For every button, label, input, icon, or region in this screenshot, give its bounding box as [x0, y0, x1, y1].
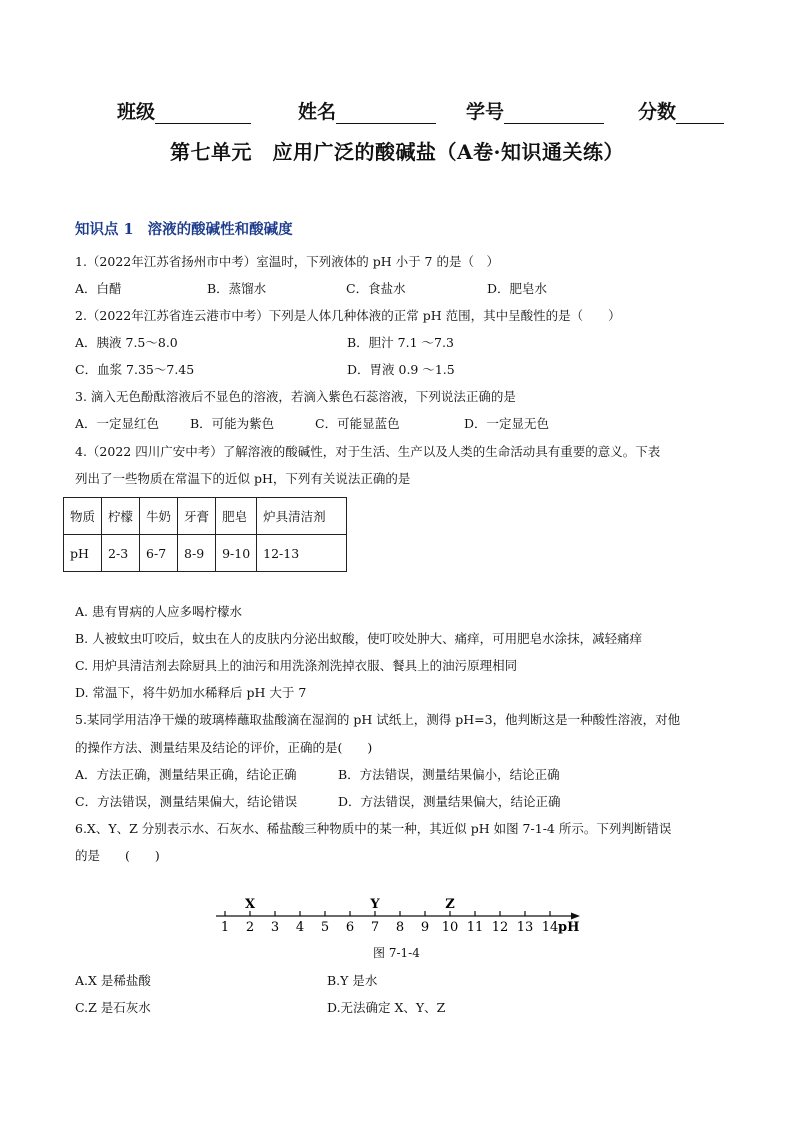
q4-option-b[interactable]: B. 人被蚊虫叮咬后，蚊虫在人的皮肤内分泌出蚁酸，使叮咬处肿大、痛痒，可用肥皂水涂抹，减轻痛痒: [75, 631, 643, 646]
axis-tick-label: 11: [466, 920, 484, 935]
q6-option-a[interactable]: A.X 是稀盐酸: [75, 973, 151, 988]
axis-tick-label: 4: [295, 920, 305, 935]
q2-option-c[interactable]: C．血浆 7.35～7.45: [75, 362, 195, 377]
table-header-row: [64, 498, 347, 535]
q5-stem-line1: 5.某同学用洁净干燥的玻璃棒蘸取盐酸滴在湿润的 pH 试纸上，测得 pH=3，他判断这是一种酸性溶液，对他: [75, 712, 681, 727]
table-header-cell: 肥皂: [216, 498, 257, 535]
q6-option-b[interactable]: B.Y 是水: [327, 973, 378, 988]
table-cell: pH: [64, 535, 102, 572]
q5-option-b[interactable]: B．方法错误，测量结果偏小，结论正确: [338, 767, 560, 782]
q4-stem-line2: 列出了一些物质在常温下的近似 pH，下列有关说法正确的是: [75, 471, 411, 486]
q1-option-d[interactable]: D．肥皂水: [487, 281, 548, 296]
axis-tick-label: 3: [270, 920, 280, 935]
q3-option-d[interactable]: D．一定显无色: [464, 416, 550, 431]
section-number: 知识点 1: [75, 221, 134, 238]
axis-tick-label: 7: [370, 920, 380, 935]
table-header-cell: 牙膏: [178, 498, 216, 535]
axis-tick-label: 1: [220, 920, 230, 935]
figure-caption: 图 7-1-4: [373, 946, 420, 960]
class-blank[interactable]: [155, 103, 251, 124]
axis-tick-label: 12: [491, 920, 509, 935]
q3-stem: 3. 滴入无色酚酞溶液后不显色的溶液，若滴入紫色石蕊溶液，下列说法正确的是: [75, 389, 516, 404]
id-field[interactable]: [466, 97, 604, 124]
ph-table: [63, 497, 347, 572]
ph-number-line: [212, 895, 592, 945]
class-label: 班级: [117, 101, 156, 123]
q5-stem-line2: 的操作方法、测量结果及结论的评价，正确的是( ): [75, 740, 373, 755]
table-cell: 12-13: [257, 535, 347, 572]
q6-option-d[interactable]: D.无法确定 X、Y、Z: [327, 1000, 446, 1015]
score-field[interactable]: [638, 97, 724, 124]
class-field[interactable]: [117, 97, 251, 124]
q4-option-d[interactable]: D. 常温下，将牛奶加水稀释后 pH 大于 7: [75, 685, 307, 700]
axis-tick-label: 13: [516, 920, 534, 935]
table-cell: 6-7: [140, 535, 178, 572]
id-blank[interactable]: [504, 103, 604, 124]
score-blank[interactable]: [676, 103, 724, 124]
marker-y: Y: [370, 897, 380, 912]
name-field[interactable]: [298, 97, 436, 124]
q4-stem-line1: 4.（2022 四川广安中考）了解溶液的酸碱性，对于生活、生产以及人类的生命活动具有重要的意义。下表: [75, 444, 661, 459]
section-name: 溶液的酸碱性和酸碱度: [147, 221, 293, 238]
q6-stem-line2: 的是 ( ): [75, 848, 160, 863]
name-blank[interactable]: [336, 103, 436, 124]
table-row: [64, 535, 347, 572]
q3-option-a[interactable]: A．一定显红色: [75, 416, 160, 431]
axis-tick-label: 5: [320, 920, 330, 935]
axis-tick-label: 9: [420, 920, 430, 935]
q4-option-c[interactable]: C. 用炉具清洁剂去除厨具上的油污和用洗涤剂洗掉衣服、餐具上的油污原理相同: [75, 658, 518, 673]
axis-tick-label: 8: [395, 920, 405, 935]
table-header-cell: 柠檬: [102, 498, 140, 535]
q1-option-c[interactable]: C．食盐水: [346, 281, 406, 296]
table-cell: 8-9: [178, 535, 216, 572]
axis-arrow: [571, 913, 580, 920]
axis-tick-label: 10: [441, 920, 459, 935]
q2-stem: 2.（2022年江苏省连云港市中考）下列是人体几种体液的正常 pH 范围，其中呈酸性的是（ ）: [75, 308, 621, 323]
table-cell: 9-10: [216, 535, 257, 572]
table-header-cell: 牛奶: [140, 498, 178, 535]
q3-option-b[interactable]: B．可能为紫色: [190, 416, 275, 431]
marker-x: X: [244, 897, 256, 912]
q5-option-c[interactable]: C．方法错误，测量结果偏大，结论错误: [75, 794, 298, 809]
q5-option-d[interactable]: D．方法错误，测量结果偏大，结论正确: [338, 794, 561, 809]
score-label: 分数: [638, 101, 677, 123]
table-header-cell: 炉具清洁剂: [257, 498, 347, 535]
q1-option-b[interactable]: B．蒸馏水: [207, 281, 267, 296]
q1-stem: 1.（2022年江苏省扬州市中考）室温时，下列液体的 pH 小于 7 的是（ ）: [75, 254, 499, 269]
name-label: 姓名: [298, 101, 337, 123]
q1-option-a[interactable]: A．白醋: [75, 281, 122, 296]
table-cell: 2-3: [102, 535, 140, 572]
q2-option-d[interactable]: D．胃液 0.9 ～1.5: [347, 362, 455, 377]
section-heading: [75, 218, 293, 239]
axis-unit-label: pH: [558, 920, 580, 935]
marker-z: Z: [445, 897, 455, 912]
student-info-header: [117, 97, 727, 123]
q6-option-c[interactable]: C.Z 是石灰水: [75, 1000, 151, 1015]
q2-option-a[interactable]: A．胰液 7.5～8.0: [75, 335, 178, 350]
page-title: 第七单元 应用广泛的酸碱盐（A卷·知识通关练）: [170, 140, 624, 164]
axis-tick-label: 2: [245, 920, 255, 935]
axis-tick-label: 14: [541, 920, 559, 935]
q5-option-a[interactable]: A．方法正确，测量结果正确，结论正确: [75, 767, 297, 782]
id-label: 学号: [466, 101, 505, 123]
q6-stem-line1: 6.X、Y、Z 分别表示水、石灰水、稀盐酸三种物质中的某一种，其近似 pH 如图 7-1-4 所示。下列判断错误: [75, 821, 672, 836]
q4-option-a[interactable]: A. 患有胃病的人应多喝柠檬水: [75, 604, 242, 619]
axis-tick-label: 6: [345, 920, 355, 935]
q2-option-b[interactable]: B．胆汁 7.1 ～7.3: [347, 335, 454, 350]
table-header-cell: 物质: [64, 498, 102, 535]
q3-option-c[interactable]: C．可能显蓝色: [315, 416, 400, 431]
